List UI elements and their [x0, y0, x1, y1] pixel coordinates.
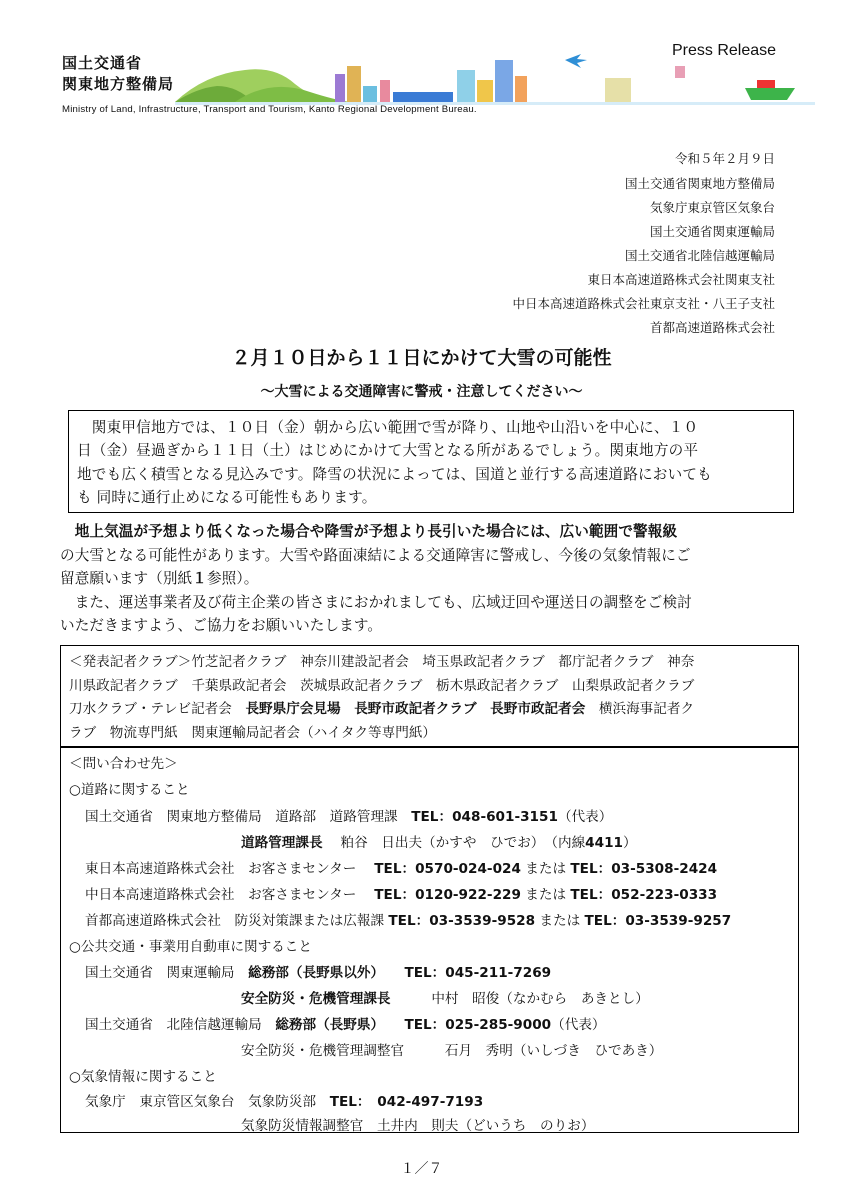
body-line: いただきますよう、ご協力をお願いいたします。: [60, 617, 383, 634]
summary-box: [68, 410, 794, 513]
contact-line: 気象庁 東京管区気象台 気象防災部 TEL： 042-497-7193: [85, 1094, 484, 1110]
sender-item: 気象庁東京管区気象台: [649, 200, 775, 215]
org-name-line2: 関東地方整備局: [62, 75, 175, 93]
clubs-line: ＜発表記者クラブ＞竹芝記者クラブ 神奈川建設記者会 埼玉県政記者クラブ 都庁記者クラブ 神奈: [69, 654, 695, 670]
road-heading: ○道路に関すること: [69, 782, 190, 798]
contact-line: 国土交通省 北陸信越運輸局 総務部（長野県） TEL：025-285-9000（代表）: [85, 1017, 606, 1033]
page-title: ２月１０日から１１日にかけて大雪の可能性: [231, 347, 612, 369]
contact-line: 東日本高速道路株式会社 お客さまセンター TEL：0570-024-024 または TEL：03-5308-2424: [85, 861, 718, 877]
sender-item: 首都高速道路株式会社: [649, 320, 775, 335]
sender-item: 中日本高速道路株式会社東京支社・八王子支社: [512, 296, 775, 311]
contacts-box: [60, 746, 799, 1133]
body-line: 留意願います（別紙１参照）。: [60, 570, 259, 587]
page-number: １／７: [400, 1161, 443, 1177]
contact-line: 首都高速道路株式会社 防災対策課または広報課 TEL：03-3539-9528 または TEL：03-3539-9257: [85, 913, 732, 929]
press-release-label: Press Release: [672, 42, 777, 59]
body-line: の大雪となる可能性があります。大雪や路面凍結による交通障害に警戒し、今後の気象情報にご: [60, 546, 691, 564]
weather-heading: ○気象情報に関すること: [69, 1069, 217, 1085]
contacts-heading: ＜問い合わせ先＞: [69, 756, 178, 772]
summary-line: 日（金）昼過ぎから１１日（土）はじめにかけて大雪となる所があるでしょう。関東地方の平: [77, 442, 699, 460]
org-name-line1: 国土交通省: [62, 54, 143, 72]
page-subtitle: 〜大雪による交通障害に警戒・注意してください〜: [260, 384, 583, 400]
contact-line: 安全防災・危機管理調整官 石月 秀明（いしづき ひであき）: [241, 1043, 663, 1059]
clubs-line: 川県政記者クラブ 千葉県政記者会 茨城県政記者クラブ 栃木県政記者クラブ 山梨県政記者クラブ: [69, 677, 695, 694]
contact-line: 国土交通省 関東地方整備局 道路部 道路管理課 TEL：048-601-3151（代表）: [85, 809, 613, 825]
release-date: 令和５年２月９日: [674, 151, 775, 166]
sender-item: 国土交通省関東運輸局: [649, 224, 775, 239]
body-bold-line: 地上気温が予想より低くなった場合や降雪が予想より長引いた場合には、広い範囲で警報級: [60, 523, 678, 540]
transit-heading: ○公共交通・事業用自動車に関すること: [69, 939, 312, 955]
sender-item: 国土交通省関東地方整備局: [624, 176, 775, 191]
summary-line: 関東甲信地方では、１０日（金）朝から広い範囲で雪が降り、山地や山沿いを中心に、１０: [77, 419, 699, 436]
press-clubs-box: [60, 645, 799, 748]
clubs-line: ラブ 物流専門紙 関東運輸局記者会（ハイタク等専門紙）: [69, 724, 437, 741]
clubs-line: 刀水クラブ・テレビ記者会 長野県庁会見場 長野市政記者クラブ 長野市政記者会 横浜海事記者ク: [69, 701, 695, 718]
summary-line: 地でも広く積雪となる見込みです。降雪の状況によっては、国道と並行する高速道路においても: [77, 465, 712, 483]
sender-item: 国土交通省北陸信越運輸局: [624, 248, 775, 263]
body-paragraph-1: [60, 520, 800, 638]
summary-line: も 同時に通行止めになる可能性もあります。: [77, 489, 377, 507]
org-name-english: Ministry of Land, Infrastructure, Transport and Tourism, Kanto Regional Development Bureau.: [62, 104, 477, 115]
contact-line: 道路管理課長 粕谷 日出夫（かすや ひでお） （内線4411）: [241, 835, 637, 851]
contact-line: 気象防災情報調整官 土井内 則夫（どいうち のりお）: [241, 1118, 595, 1134]
contact-line: 安全防災・危機管理課長 中村 昭俊（なかむら あきとし）: [241, 991, 649, 1007]
contact-line: 中日本高速道路株式会社 お客さまセンター TEL：0120-922-229 または TEL：052-223-0333: [85, 887, 718, 903]
contact-line: 国土交通省 関東運輸局 総務部（長野県以外） TEL：045-211-7269: [85, 965, 552, 981]
sender-item: 東日本高速道路株式会社関東支社: [587, 272, 775, 287]
body-line: また、運送事業者及び荷主企業の皆さまにおかれましても、広域迂回や運送日の調整をご検討: [60, 593, 692, 611]
